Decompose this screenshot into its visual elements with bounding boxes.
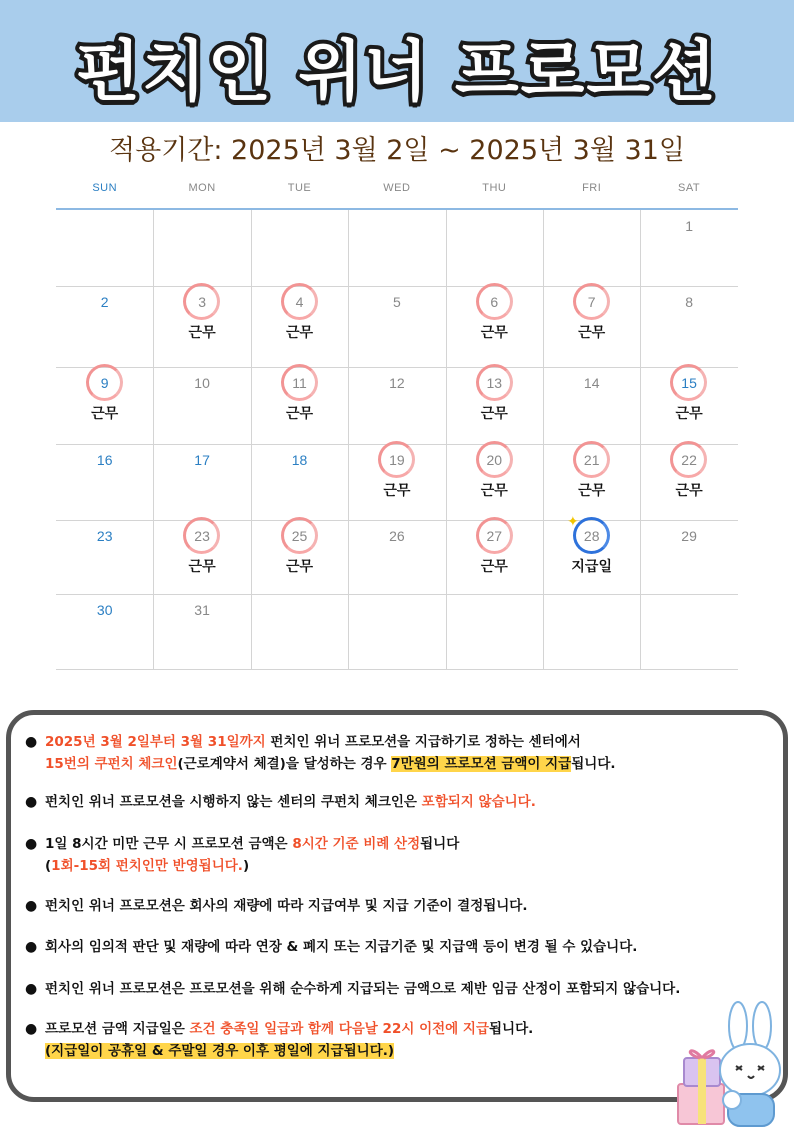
work-label: 근무 — [578, 483, 606, 499]
work-label: 근무 — [480, 406, 508, 422]
weekday-sun: SUN — [92, 182, 118, 194]
day-number: 28 — [583, 528, 600, 544]
notice-item — [25, 978, 765, 1000]
notice-line — [45, 753, 765, 775]
day-number: 14 — [583, 375, 600, 391]
notice-segment: 프로모션 금액 지급일은 — [45, 1021, 190, 1037]
day-number: 26 — [389, 528, 405, 544]
emphasis-text: 포함되지 않습니다. — [421, 794, 536, 810]
notice-text — [45, 978, 765, 1000]
grid-line — [56, 367, 738, 368]
grid-line — [543, 210, 544, 669]
bullet-icon: ● — [25, 981, 38, 997]
day-number: 23 — [194, 528, 210, 544]
day-number: 7 — [587, 294, 596, 310]
work-label: 근무 — [578, 325, 606, 341]
day-number: 18 — [291, 452, 308, 468]
bullet-icon: ● — [25, 939, 38, 955]
work-label: 근무 — [285, 559, 314, 575]
work-label: 근무 — [480, 325, 508, 341]
day-number: 13 — [486, 375, 503, 391]
day-number: 9 — [100, 375, 109, 391]
page-title: 펀치인 위너 프로모션 — [76, 33, 718, 110]
work-label: 근무 — [188, 325, 216, 341]
grid-line — [56, 669, 738, 670]
notice-line — [45, 731, 765, 753]
grid-line — [56, 520, 738, 521]
work-label: 근무 — [675, 406, 703, 422]
notice-text — [45, 895, 765, 917]
work-label: 근무 — [285, 406, 314, 422]
sparkle-icon: ✦ — [567, 514, 579, 530]
notice-line — [45, 936, 765, 958]
work-label: 근무 — [675, 483, 703, 499]
grid-line — [56, 594, 738, 595]
notice-item — [25, 1018, 765, 1062]
day-number: 30 — [96, 602, 113, 618]
notice-segment: 됩니다. — [571, 756, 616, 772]
day-number: 20 — [486, 452, 503, 468]
notice-segment: 됩니다. — [488, 1021, 534, 1037]
day-number: 21 — [583, 452, 600, 468]
notice-item — [25, 791, 765, 813]
weekday-tue: TUE — [287, 182, 312, 194]
notice-segment: 펀치인 위너 프로모션은 회사의 재량에 따라 지급여부 및 지급 기준이 결정됩니다. — [45, 898, 528, 914]
bullet-icon: ● — [25, 734, 38, 750]
weekday-fri: FRI — [582, 182, 602, 194]
emphasis-text: 조건 충족일 일급과 함께 다음날 22시 이전에 지급 — [189, 1021, 489, 1037]
notice-item — [25, 833, 765, 877]
work-label: 근무 — [285, 325, 314, 341]
day-number: 27 — [486, 528, 503, 544]
pay-day-label: 지급일 — [571, 559, 612, 575]
notice-text — [45, 936, 765, 958]
day-number: 11 — [292, 375, 307, 391]
day-number: 22 — [681, 452, 697, 468]
bullet-icon: ● — [25, 794, 38, 810]
highlight-text: (지급일이 공휴일 & 주말일 경우 이후 평일에 지급됩니다.) — [45, 1043, 395, 1059]
grid-line — [56, 286, 738, 287]
notice-segment: (근로계약서 체결)을 달성하는 경우 — [177, 756, 392, 772]
emphasis-text: 15번의 쿠펀치 체크인 — [45, 756, 178, 772]
notice-text — [45, 833, 765, 877]
notice-item — [25, 895, 765, 917]
notice-segment: 펀치인 위너 프로모션은 프로모션을 위해 순수하게 지급되는 금액으로 제반 임금 산정이 포함되지 않습니다. — [45, 981, 681, 997]
notice-line — [45, 1040, 765, 1062]
grid-line — [348, 210, 349, 669]
day-number: 6 — [490, 294, 499, 310]
notice-segment: ) — [242, 858, 250, 874]
emphasis-text: 1회-15회 펀치인만 반영됩니다. — [51, 858, 243, 874]
bullet-icon: ● — [25, 836, 38, 852]
notice-segment: 펀치인 위너 프로모션을 시행하지 않는 센터의 쿠펀치 체크인은 — [45, 794, 422, 810]
day-number: 4 — [295, 294, 304, 310]
bullet-icon: ● — [25, 898, 38, 914]
notice-line — [45, 791, 765, 813]
work-label: 근무 — [383, 483, 411, 499]
weekday-header — [56, 174, 738, 210]
notice-line — [45, 833, 765, 855]
day-number: 16 — [96, 452, 113, 468]
day-number: 25 — [291, 528, 308, 544]
day-number: 31 — [194, 602, 210, 618]
work-label: 근무 — [480, 559, 508, 575]
day-number: 2 — [100, 294, 109, 310]
notice-line — [45, 1018, 765, 1040]
work-label: 근무 — [480, 483, 508, 499]
bunny-gift-illustration — [670, 1000, 785, 1134]
day-number: 1 — [685, 218, 693, 234]
grid-line — [153, 210, 154, 669]
grid-line — [251, 210, 252, 669]
notice-text — [45, 731, 765, 775]
notice-line — [45, 978, 765, 1000]
day-number: 12 — [389, 375, 405, 391]
weekday-thu: THU — [482, 182, 507, 194]
notice-segment: 회사의 임의적 판단 및 재량에 따라 연장 & 폐지 또는 지급기준 및 지급액 등이 변경 될 수 있습니다. — [45, 939, 638, 955]
day-number: 5 — [392, 294, 401, 310]
weekday-sat: SAT — [678, 182, 701, 194]
day-number: 23 — [96, 528, 113, 544]
notice-segment: 펀치인 위너 프로모션을 지급하기로 정하는 센터에서 — [265, 734, 581, 750]
notice-segment: 1일 8시간 미만 근무 시 프로모션 금액은 — [45, 836, 293, 852]
period-text: 적용기간: 2025년 3월 2일 ~ 2025년 3월 31일 — [109, 135, 685, 166]
notice-text — [45, 1018, 765, 1062]
work-label: 근무 — [91, 406, 119, 422]
day-number: 8 — [685, 294, 693, 310]
day-number: 17 — [194, 452, 210, 468]
emphasis-text: 8시간 기준 비례 산정 — [292, 836, 421, 852]
day-number: 19 — [389, 452, 405, 468]
notice-line — [45, 895, 765, 917]
work-label: 근무 — [188, 559, 216, 575]
weekday-wed: WED — [383, 182, 411, 194]
day-number: 29 — [681, 528, 697, 544]
bullet-icon: ● — [25, 1021, 38, 1037]
notice-item — [25, 731, 765, 775]
notice-segment: ( — [45, 858, 52, 874]
grid-line — [640, 210, 641, 669]
grid-line — [446, 210, 447, 669]
notice-text — [45, 791, 765, 813]
weekday-mon: MON — [188, 182, 216, 194]
notice-segment: 됩니다 — [420, 836, 460, 852]
emphasis-text: 2025년 3월 2일부터 3월 31일까지 — [45, 734, 266, 750]
day-number: 10 — [194, 375, 210, 391]
notice-line — [45, 855, 765, 877]
notice-item — [25, 936, 765, 958]
day-number: 3 — [198, 294, 206, 310]
highlight-text: 7만원의 프로모션 금액이 지급 — [391, 756, 572, 772]
day-number: 15 — [681, 375, 697, 391]
